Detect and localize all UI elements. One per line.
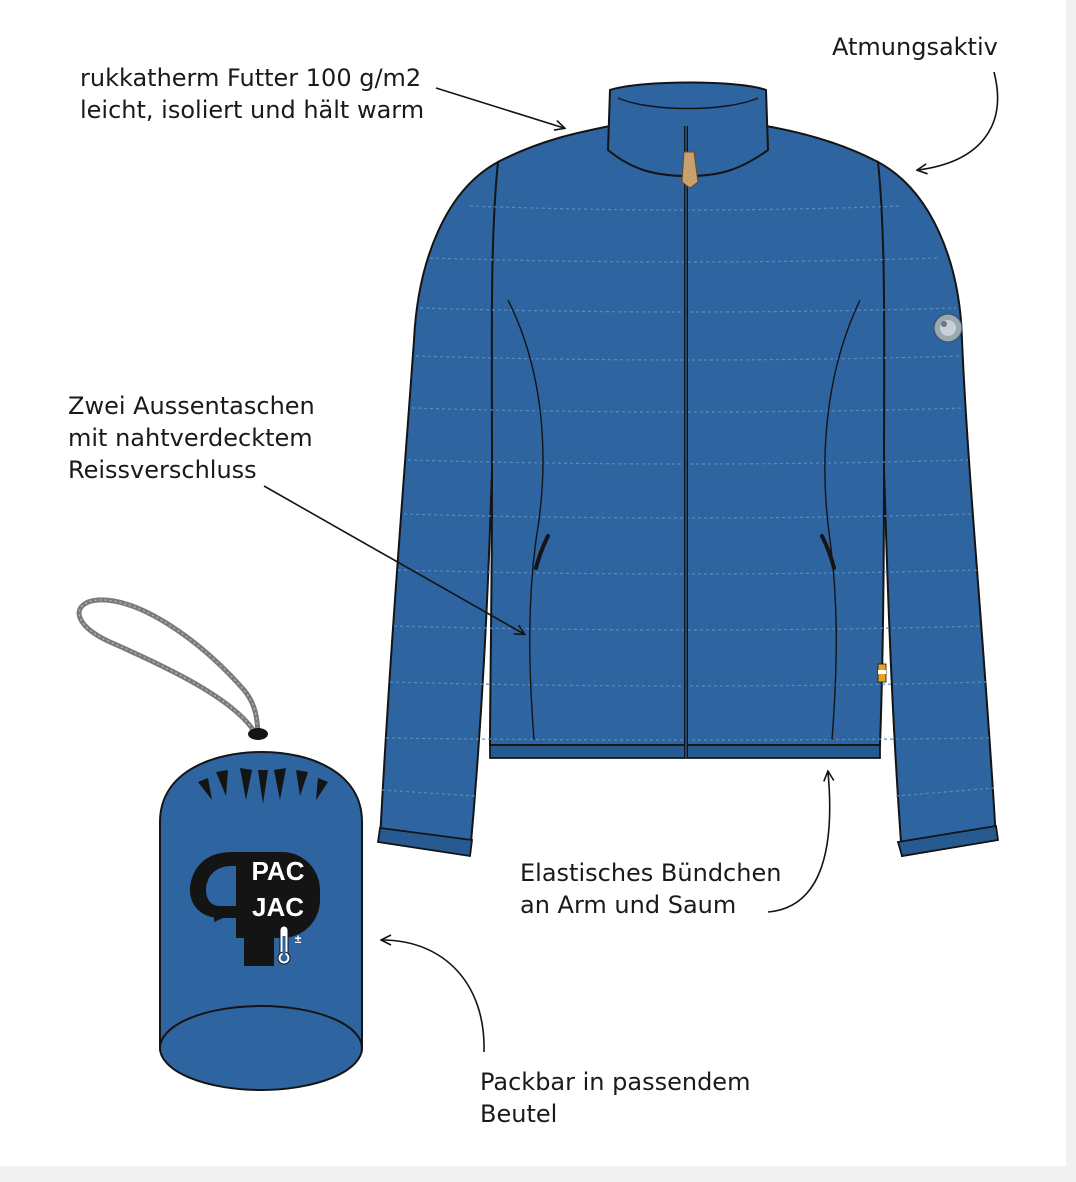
annotation-cuffs-line-1: Elastisches Bündchen — [520, 859, 782, 887]
cord-lock-icon — [248, 728, 268, 740]
jacket-left-sleeve — [380, 162, 499, 854]
annotation-pockets-line-3: Reissverschluss — [68, 456, 257, 484]
annotation-lining-line-1: rukkatherm Futter 100 g/m2 — [80, 64, 422, 92]
logo-pac-text: PAC — [251, 856, 305, 886]
annotation-pockets-line-1: Zwei Aussentaschen — [68, 392, 315, 420]
annotation-pockets-line-2: mit nahtverdecktem — [68, 424, 313, 452]
annotation-packable-line-1: Packbar in passendem — [480, 1068, 751, 1096]
annotation-breathable-line-1: Atmungsaktiv — [832, 33, 998, 61]
brand-tag-icon — [878, 664, 886, 682]
annotation-packable — [480, 1066, 750, 1130]
annotation-cuffs-line-2: an Arm und Saum — [520, 891, 737, 919]
annotation-breathable — [832, 31, 998, 63]
pouch — [79, 600, 362, 1090]
arrow-packable — [382, 940, 484, 1052]
jacket — [378, 83, 998, 857]
pouch-drawstring — [79, 600, 258, 738]
logo-sign-text: ± — [294, 932, 302, 946]
annotation-lining-line-2: leicht, isoliert und hält warm — [80, 96, 425, 124]
annotation-packable-line-2: Beutel — [480, 1100, 558, 1128]
jacket-right-sleeve — [877, 162, 996, 856]
annotation-cuffs — [520, 857, 781, 921]
annotation-lining — [80, 62, 424, 126]
arrow-lining — [436, 88, 564, 128]
arrow-breathable — [918, 72, 998, 170]
annotation-pockets — [68, 390, 315, 486]
logo-jac-text: JAC — [251, 892, 305, 922]
pouch-base — [160, 1006, 362, 1090]
sleeve-badge-icon — [934, 314, 962, 342]
